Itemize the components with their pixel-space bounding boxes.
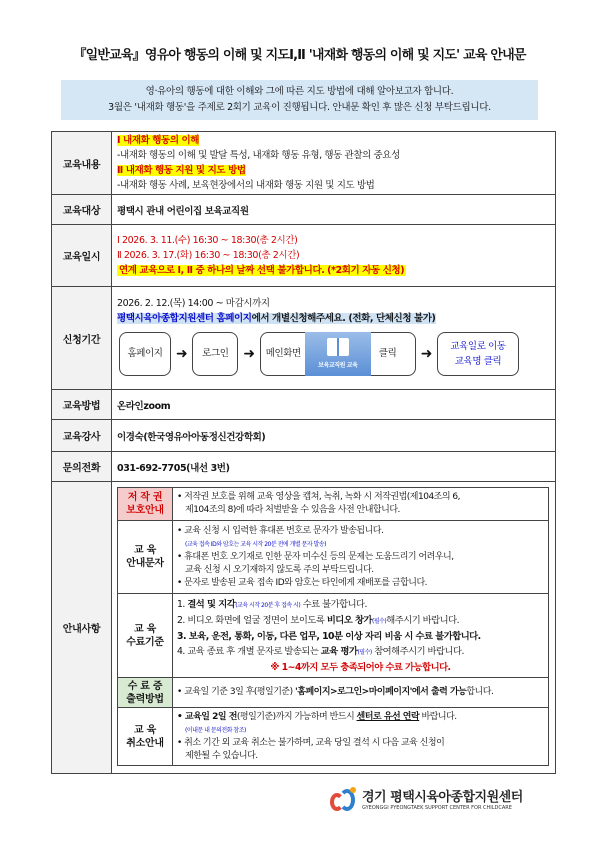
completion-label: [118, 594, 173, 678]
info-table: [51, 131, 556, 774]
dates-cell: [112, 225, 556, 287]
copyright-text: [173, 488, 549, 521]
step-main-screen: [260, 332, 416, 376]
document-title: 『일반교육』영유아 행동의 이해 및 지도Ⅰ,Ⅱ '내재화 행동의 이해 및 지도' 교육 안내문: [73, 48, 526, 63]
dates-label: 교육일시: [52, 225, 112, 287]
completion-4-note: (필수): [357, 648, 372, 656]
step-click-label: 클릭: [378, 348, 397, 359]
center-name: 경기 평택시육아종합지원센터: [362, 790, 523, 805]
sms-text-4: 교육 신청 시 오기재하지 않도록 주의 부탁드립니다.: [185, 564, 374, 575]
cancel-4: 제한될 수 있습니다.: [185, 750, 258, 761]
copyright-label-1: 저 작 권: [127, 492, 163, 503]
completion-1-num: 1.: [177, 598, 188, 610]
completion-1-end: 수료 불가합니다.: [300, 598, 367, 610]
step-homepage: 홈페이지: [119, 332, 171, 376]
session2-desc: -내재화 행동 사례, 보육현장에서의 내재화 행동 지원 및 지도 방법: [117, 180, 375, 191]
completion-text: [173, 594, 549, 678]
certificate-text-a: • 교육일 기준 3일 후(평일기준): [177, 687, 295, 697]
dates-note: 연계 교육으로 Ⅰ, Ⅱ 중 하나의 날짜 선택 불가합니다.: [119, 265, 325, 276]
sms-text-3: • 휴대폰 번호 오기재로 인한 문자 미수신 등의 문제는 도움드리기 어려우니,: [177, 551, 454, 562]
dates-note-sub: (*2회기 자동 신청): [327, 265, 405, 276]
method-value: 온라인zoom: [112, 390, 556, 420]
completion-4-start: 4. 교육 종료 후 개별 문자로 발송되는: [177, 645, 321, 657]
content-label: 교육내용: [52, 132, 112, 195]
step-login: 로그인: [192, 332, 238, 376]
menu-image-caption: 보육교직원 교육: [318, 361, 358, 369]
certificate-label-2: 출력방법: [126, 693, 164, 705]
certificate-label: [118, 678, 173, 708]
target-label: 교육대상: [52, 195, 112, 225]
session1-desc: -내재화 행동의 이해 및 발달 특성, 내재화 행동 유형, 행동 관찰의 중요성: [117, 150, 400, 161]
completion-2-start: 2. 비디오 화면에 얼굴 정면이 보이도록: [177, 614, 327, 626]
sms-text-5: • 문자로 발송된 교육 접속 ID와 암호는 타인에게 재배포를 금합니다.: [177, 577, 428, 588]
guide-table: [117, 487, 549, 766]
arrow-icon: ➜: [243, 345, 255, 362]
copyright-text-2: 제104조의 8)에 따라 처벌받을 수 있음을 사전 안내합니다.: [185, 505, 400, 515]
center-logo-icon: [330, 787, 358, 815]
childcare-education-menu-image: [305, 332, 371, 376]
cancel-2-note: (이내문 내 문의전화 참조): [185, 726, 246, 734]
apply-period: 2026. 2. 12.(목) 14:00 ~ 마감시까지: [117, 297, 270, 309]
step-go-education-line1: 교육일로 이동: [450, 340, 506, 352]
center-name-eng: GYEONGGI PYEONGTAEK SUPPORT CENTER FOR CHILDCARE: [362, 805, 512, 811]
cancel-1-end: 바랍니다.: [419, 711, 457, 722]
completion-4-end: 참여해주시기 바랍니다.: [371, 645, 464, 657]
sms-text-1: • 교육 신청 시 입력한 휴대폰 번호로 문자가 발송됩니다.: [177, 525, 384, 536]
apply-label: 신청기간: [52, 287, 112, 390]
completion-note: ※ 1~4까지 모두 충족되어야 수료 가능합니다.: [270, 661, 451, 673]
cancel-label: [118, 708, 173, 766]
target-value: 평택시 관내 어린이집 보육교직원: [112, 195, 556, 225]
completion-3: 3. 보육, 운전, 통화, 이동, 다른 업무, 10분 이상 자리 비움 시 수료 불가합니다.: [177, 630, 481, 642]
session2-title: Ⅱ 내재화 행동 지원 및 지도 방법: [117, 165, 246, 176]
cancel-text: [173, 708, 549, 766]
copyright-text-1: • 저작권 보호를 위해 교육 영상을 캡쳐, 녹취, 녹화 시 저작권법(제104조의 6,: [177, 492, 461, 502]
lecturer-value: 이경숙(한국영유아아동정신건강학회): [112, 420, 556, 452]
apply-flow: [119, 332, 550, 376]
step-go-education: [437, 332, 519, 376]
date-session-2: Ⅱ 2026. 3. 17.(화) 16:30 ~ 18:30(총 2시간): [117, 250, 300, 261]
cancel-3: • 취소 기간 외 교육 취소는 불가하며, 교육 당일 결석 시 다음 교육 신청이: [177, 737, 445, 748]
sms-label-2: 안내문자: [126, 558, 164, 569]
date-session-1: Ⅰ 2026. 3. 11.(수) 16:30 ~ 18:30(총 2시간): [117, 235, 298, 246]
sms-text-2: (교육 접속 ID와 암호는 교육 시작 20분 전에 개별 문자 발송): [185, 540, 326, 548]
sms-text: [173, 521, 549, 594]
cancel-1-call: 센터로 유선 연락: [356, 711, 420, 722]
intro-line-2: 3월은 '내재화 행동'을 주제로 2회기 교육이 진행됩니다. 안내문 확인 후 많은 신청 부탁드립니다.: [108, 102, 491, 113]
completion-2-note: (필수): [371, 617, 387, 625]
certificate-text-c: 합니다.: [466, 687, 494, 697]
apply-how-mid: 에서 개별신청: [251, 312, 308, 324]
method-label: 교육방법: [52, 390, 112, 420]
step-go-education-line2: 교육명 클릭: [454, 355, 502, 367]
completion-label-2: 수료기준: [126, 636, 164, 648]
guide-cell: [112, 482, 556, 774]
completion-2-end: 해주시기 바랍니다.: [386, 614, 460, 626]
book-icon: [327, 338, 349, 356]
sms-label: [118, 521, 173, 594]
lecturer-label: 교육강사: [52, 420, 112, 452]
apply-cell: [112, 287, 556, 390]
intro-line-1: 영·유아의 행동에 대한 이해와 그에 따른 지도 방법에 대해 알아보고자 합니다.: [145, 86, 454, 97]
certificate-text: [173, 678, 549, 708]
certificate-label-1: 수 료 증: [127, 680, 163, 692]
content-cell: [112, 132, 556, 195]
cancel-1-bold: • 교육일 2일 전: [177, 711, 237, 722]
cancel-1-mid: (평일기준)까지 가능하며 반드시: [236, 711, 357, 722]
certificate-text-b: '홈페이지>로그인>마이페이지'에서 출력 가능: [295, 687, 467, 697]
step-main-label: 메인화면: [265, 348, 301, 359]
apply-center-homepage: 평택시육아종합지원센터 홈페이지: [117, 312, 252, 324]
completion-1-note: (교육 시작 20분 후 접속 시): [235, 601, 301, 609]
completion-4-bold: 교육 평가: [320, 645, 358, 657]
contact-label: 문의전화: [52, 452, 112, 482]
footer-logo: [330, 787, 523, 815]
cancel-label-1: 교 육: [134, 724, 156, 736]
session1-title: Ⅰ 내재화 행동의 이해: [117, 135, 200, 146]
completion-1-bold: 결석 및 지각: [187, 598, 236, 610]
sms-label-1: 교 육: [134, 545, 156, 556]
completion-label-1: 교 육: [134, 623, 156, 635]
arrow-icon: ➜: [420, 345, 433, 362]
cancel-label-2: 취소안내: [126, 737, 164, 749]
copyright-label-2: 보호안내: [126, 505, 164, 516]
apply-how-end: 해주세요. (전화, 단체신청 불가): [307, 312, 436, 324]
copyright-label: [118, 488, 173, 521]
arrow-icon: ➜: [176, 345, 188, 362]
contact-value: 031-692-7705(내선 3번): [112, 452, 556, 482]
intro-box: [61, 80, 538, 120]
guide-label: 안내사항: [52, 482, 112, 774]
completion-2-bold: 비디오 창가: [326, 614, 372, 626]
